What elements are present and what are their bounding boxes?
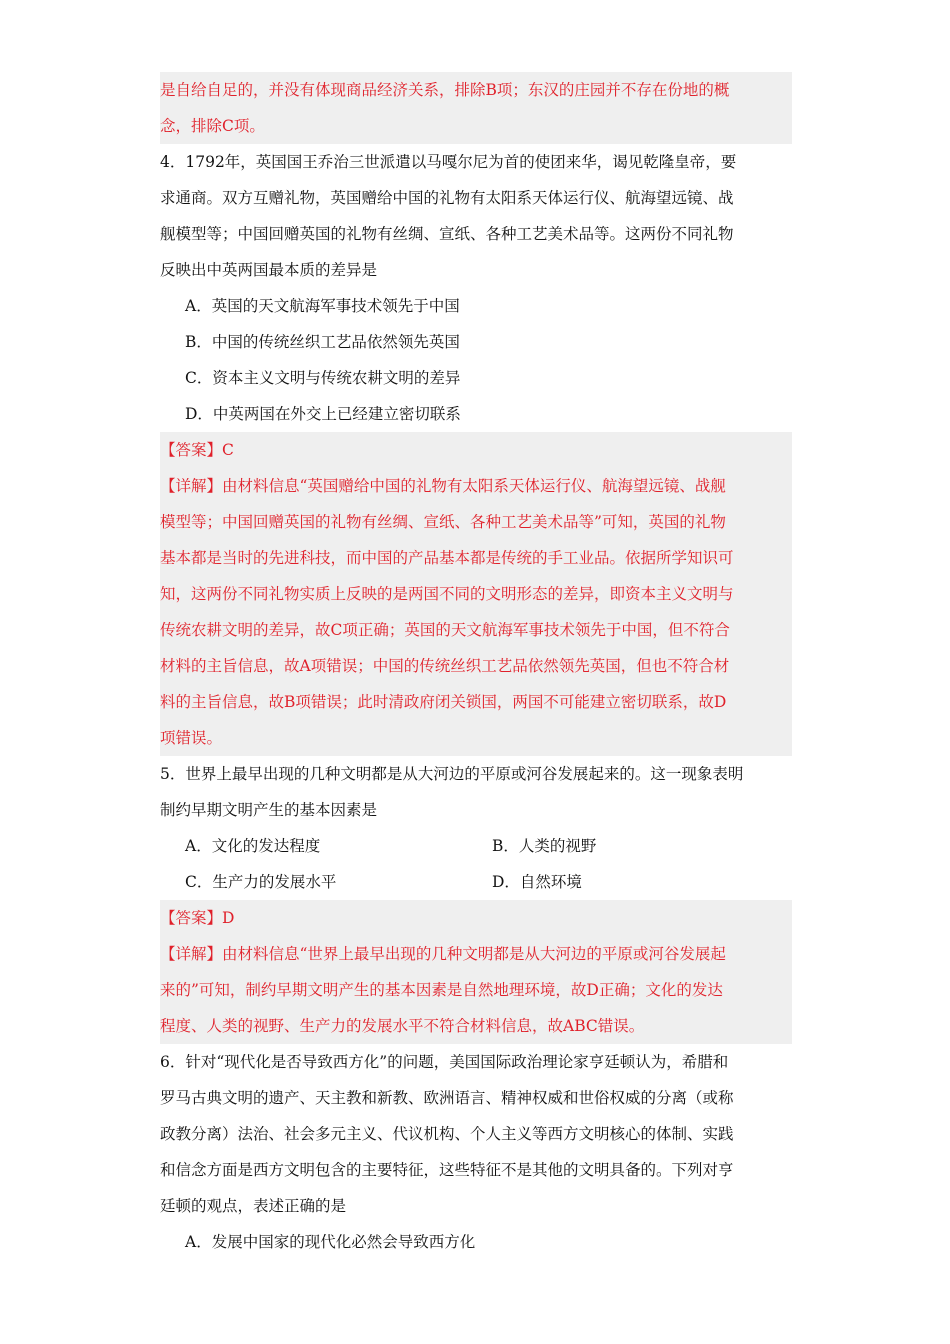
question-4 bbox=[160, 144, 792, 432]
q4-stem-line-3: 舰模型等；中国回赠英国的礼物有丝绸、宣纸、各种工艺美术品等。这两份不同礼物 bbox=[160, 225, 734, 243]
question-6 bbox=[160, 1044, 792, 1260]
q4-option-d: D．中英两国在外交上已经建立密切联系 bbox=[185, 405, 461, 423]
q4-detail-line-4: 知，这两份不同礼物实质上反映的是两国不同的文明形态的差异，即资本主义文明与 bbox=[160, 585, 734, 603]
q5-answer: 【答案】D bbox=[160, 909, 235, 927]
q4-answer: 【答案】C bbox=[160, 441, 234, 459]
q5-option-d: D．自然环境 bbox=[492, 873, 582, 891]
q6-stem-line-5: 廷顿的观点，表述正确的是 bbox=[160, 1197, 347, 1215]
q4-detail-line-5: 传统农耕文明的差异，故C项正确；英国的天文航海军事技术领先于中国，但不符合 bbox=[160, 621, 730, 639]
q5-answer-block bbox=[160, 900, 792, 1044]
q4-option-c: C．资本主义文明与传统农耕文明的差异 bbox=[185, 369, 461, 387]
q4-detail-line-2: 模型等；中国回赠英国的礼物有丝绸、宣纸、各种工艺美术品等”可知，英国的礼物 bbox=[160, 513, 726, 531]
q6-stem-line-2: 罗马古典文明的遗产、天主教和新教、欧洲语言、精神权威和世俗权威的分离（或称 bbox=[160, 1089, 734, 1107]
q6-stem-line-1: 6．针对“现代化是否导致西方化”的问题，美国国际政治理论家亨廷顿认为，希腊和 bbox=[160, 1053, 729, 1071]
q4-detail-line-8: 项错误。 bbox=[160, 729, 223, 747]
q5-options-row-1 bbox=[160, 828, 792, 864]
q4-detail-line-7: 料的主旨信息，故B项错误；此时清政府闭关锁国，两国不可能建立密切联系，故D bbox=[160, 693, 727, 711]
q4-stem-line-2: 求通商。双方互赠礼物，英国赠给中国的礼物有太阳系天体运行仪、航海望远镜、战 bbox=[160, 189, 734, 207]
q5-stem-line-1: 5．世界上最早出现的几种文明都是从大河边的平原或河谷发展起来的。这一现象表明 bbox=[160, 765, 744, 783]
q4-option-a: A．英国的天文航海军事技术领先于中国 bbox=[185, 297, 460, 315]
q6-stem-line-4: 和信念方面是西方文明包含的主要特征，这些特征不是其他的文明具备的。下列对亨 bbox=[160, 1161, 734, 1179]
q5-detail-line-2: 来的”可知，制约早期文明产生的基本因素是自然地理环境，故D正确；文化的发达 bbox=[160, 981, 723, 999]
q5-detail-line-1: 【详解】由材料信息“世界上最早出现的几种文明都是从大河边的平原或河谷发展起 bbox=[160, 945, 726, 963]
q4-stem-line-1: 4．1792年，英国国王乔治三世派遣以马嘎尔尼为首的使团来华，谒见乾隆皇帝，要 bbox=[160, 153, 737, 171]
question-5 bbox=[160, 756, 792, 900]
prev-detail-block bbox=[160, 72, 792, 144]
q6-option-a: A．发展中国家的现代化必然会导致西方化 bbox=[185, 1233, 476, 1251]
q5-option-c: C．生产力的发展水平 bbox=[185, 873, 337, 891]
q5-option-a: A．文化的发达程度 bbox=[185, 837, 321, 855]
q4-option-b: B．中国的传统丝织工艺品依然领先英国 bbox=[185, 333, 460, 351]
q4-detail-line-1: 【详解】由材料信息“英国赠给中国的礼物有太阳系天体运行仪、航海望远镜、战舰 bbox=[160, 477, 726, 495]
prev-detail-line-1: 是自给自足的，并没有体现商品经济关系，排除B项；东汉的庄园并不存在份地的概 bbox=[160, 81, 730, 99]
q5-options-row-2 bbox=[160, 864, 792, 900]
page-content bbox=[160, 72, 792, 1260]
q6-stem-line-3: 政教分离）法治、社会多元主义、代议机构、个人主义等西方文明核心的体制、实践 bbox=[160, 1125, 734, 1143]
q5-option-b: B．人类的视野 bbox=[492, 837, 597, 855]
q4-answer-block bbox=[160, 432, 792, 756]
q5-stem-line-2: 制约早期文明产生的基本因素是 bbox=[160, 801, 378, 819]
prev-detail-line-2: 念，排除C项。 bbox=[160, 117, 265, 135]
q4-detail-line-6: 材料的主旨信息，故A项错误；中国的传统丝织工艺品依然领先英国，但也不符合材 bbox=[160, 657, 730, 675]
q4-stem-line-4: 反映出中英两国最本质的差异是 bbox=[160, 261, 378, 279]
q5-detail-line-3: 程度、人类的视野、生产力的发展水平不符合材料信息，故ABC错误。 bbox=[160, 1017, 645, 1035]
q4-detail-line-3: 基本都是当时的先进科技，而中国的产品基本都是传统的手工业品。依据所学知识可 bbox=[160, 549, 734, 567]
